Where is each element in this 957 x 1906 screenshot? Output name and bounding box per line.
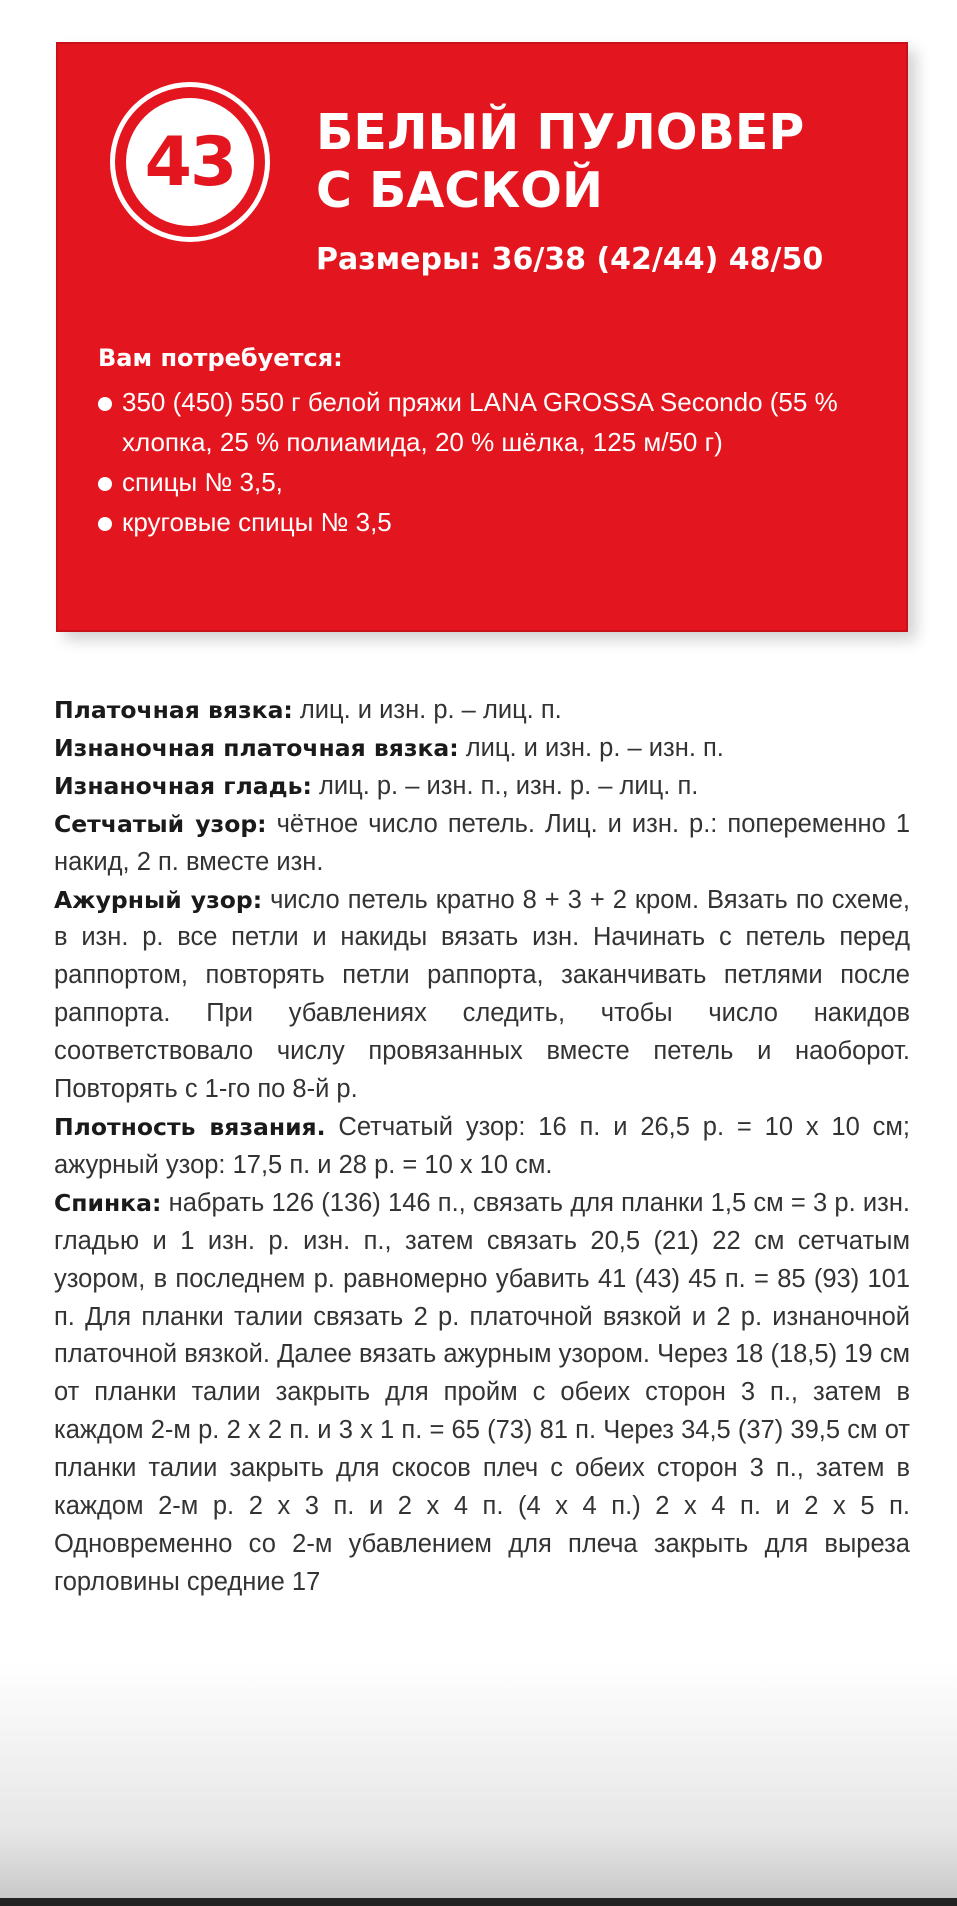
instruction-paragraph — [54, 692, 910, 730]
pattern-title — [316, 104, 876, 220]
term-label: Ажурный узор: — [54, 885, 263, 914]
pattern-number-badge — [110, 82, 270, 242]
bottom-shadow-overlay — [0, 1660, 957, 1906]
instruction-paragraph — [54, 730, 910, 768]
materials-item: спицы № 3,5, — [98, 462, 888, 502]
term-label: Спинка: — [54, 1188, 162, 1217]
instruction-paragraph — [54, 1185, 910, 1602]
instruction-paragraph — [54, 806, 910, 882]
term-text: лиц. р. – изн. п., изн. р. – лиц. п. — [311, 771, 699, 800]
term-label: Плотность вязания. — [54, 1112, 326, 1141]
title-line-2: С БАСКОЙ — [316, 162, 603, 219]
term-text: набрать 126 (136) 146 п., связать для планки 1,5 см = 3 р. изн. гладью и 1 изн. р. изн. п., затем связать 20,5 (21) 22 см сетчатым узором, в последнем р. равномерно убавить 41 (43) 45 п. = 85 (93) 101 п. Для планки талии связать 2 р. платочной вязкой и 2 р. изнаночной платочной вязкой. Далее вязать ажурным узором. Через 18 (18,5) 19 см от планки талии закрыть для пройм с обеих сторон 3 п., затем в каждом 2-м р. 2 х 2 п. и 3 х 1 п. = 65 (73) 81 п. Через 34,5 (37) 39,5 см от планки талии закрыть для скосов плеч с обеих сторон 3 п., затем в каждом 2-м р. 2 х 3 п. и 2 х 4 п. (4 х 4 п.) 2 х 4 п. и 2 х 5 п. Одновременно со 2-м убавлением для плеча закрыть для выреза горловины средние 17 — [54, 1188, 910, 1596]
instruction-paragraph — [54, 768, 910, 806]
materials-item: 350 (450) 550 г белой пряжи LANA GROSSA Secondo (55 % хлопка, 25 % полиамида, 20 % шёлка, 125 м/50 г) — [98, 382, 888, 462]
term-text: число петель кратно 8 + 3 + 2 кром. Вязать по схеме, в изн. р. все петли и накиды вязать изн. Начинать с петель перед раппортом, повторять петли раппорта, заканчивать петлями после раппорта. При убавлениях следить, чтобы число накидов соответствовало числу провязанных вместе петель и наоборот. Повторять с 1-го по 8-й р. — [54, 885, 910, 1104]
instruction-paragraph — [54, 1109, 910, 1185]
title-line-1: БЕЛЫЙ ПУЛОВЕР — [316, 104, 805, 161]
term-label: Изнаночная гладь: — [54, 771, 312, 800]
bottom-edge-bar — [0, 1898, 957, 1906]
pattern-header-box — [56, 42, 908, 632]
materials-item: круговые спицы № 3,5 — [98, 502, 888, 542]
term-text: лиц. и изн. р. – лиц. п. — [292, 696, 562, 724]
sizes-label: Размеры: 36/38 (42/44) 48/50 — [316, 242, 824, 277]
materials-list — [98, 382, 888, 542]
instructions-text — [54, 692, 910, 1602]
instruction-paragraph — [54, 882, 910, 1109]
term-text: чётное число петель. Лиц. и изн. р.: попеременно 1 накид, 2 п. вместе изн. — [54, 809, 911, 876]
pattern-number: 43 — [126, 98, 254, 226]
materials-heading: Вам потребуется: — [98, 344, 343, 372]
term-label: Сетчатый узор: — [54, 809, 267, 838]
term-label: Платочная вязка: — [54, 696, 293, 724]
term-text: лиц. и изн. р. – изн. п. — [458, 733, 724, 762]
term-text: Сетчатый узор: 16 п. и 26,5 р. = 10 х 10 см; ажурный узор: 17,5 п. и 28 р. = 10 х 10 см. — [54, 1112, 911, 1179]
term-label: Изнаночная платочная вязка: — [54, 733, 459, 762]
